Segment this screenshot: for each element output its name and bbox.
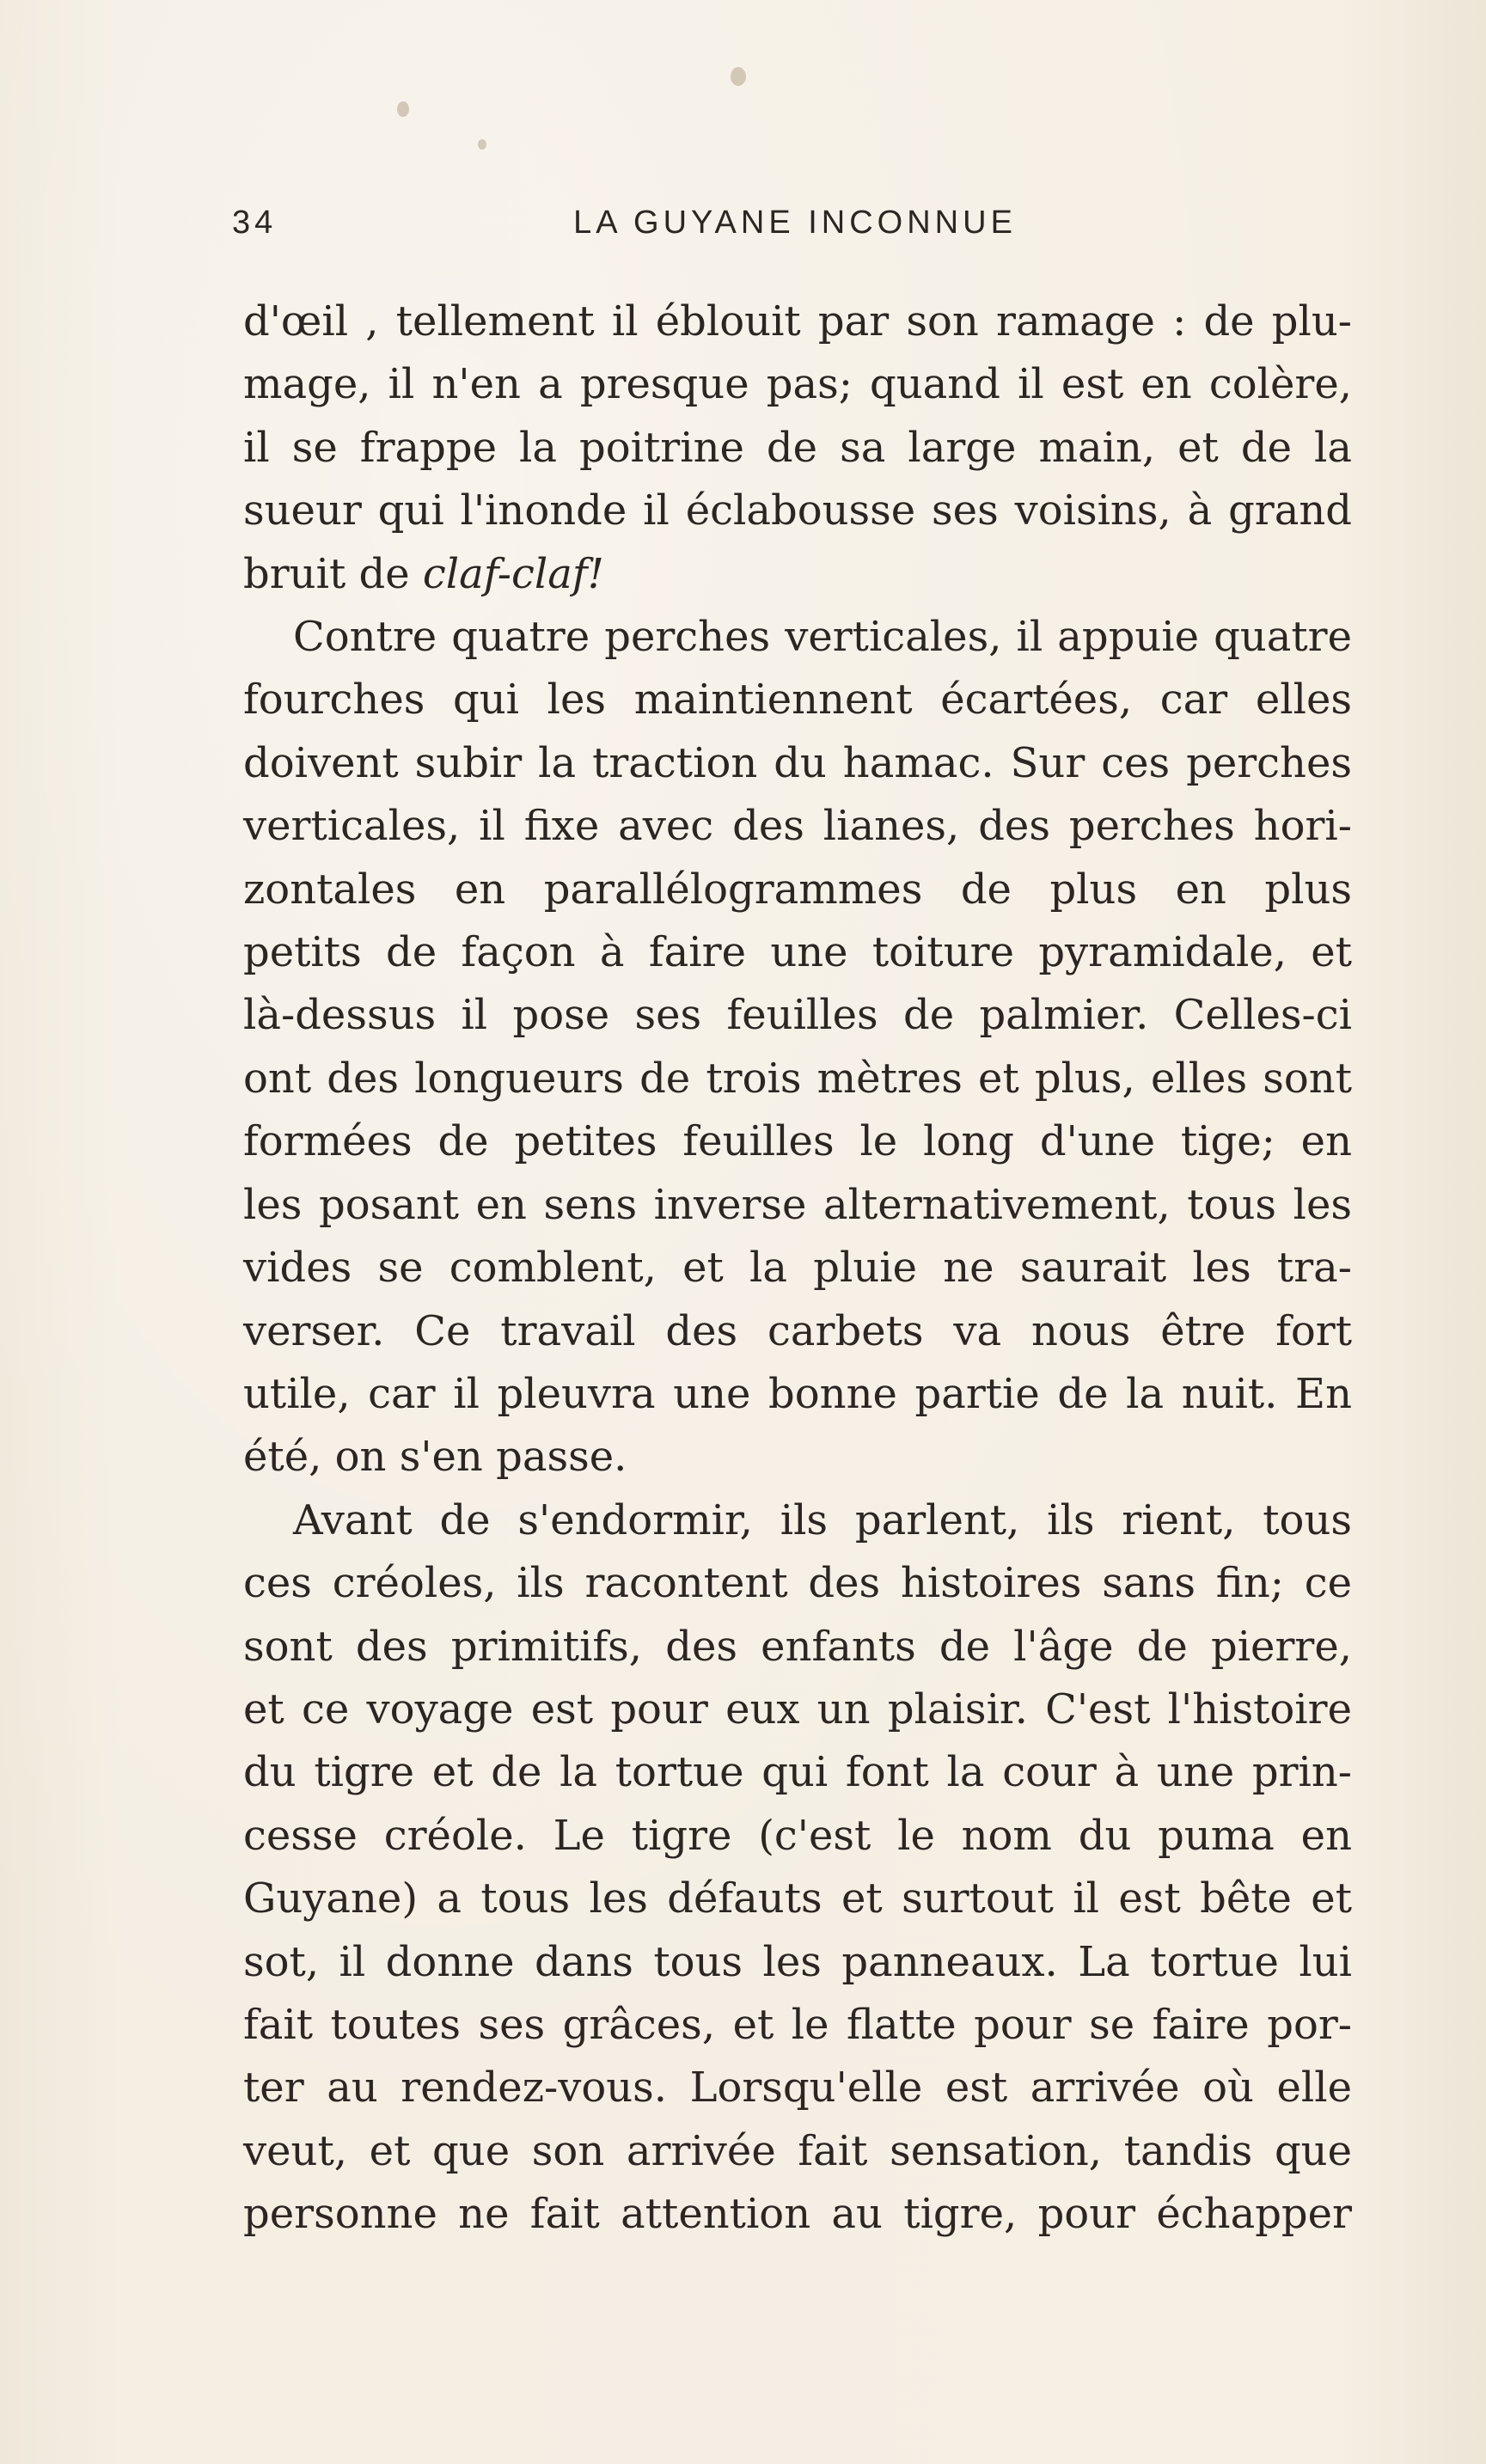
text-line: sot, il donne dans tous les panneaux. La tortue lui [243,1937,1352,1986]
text-line: verticales, il fixe avec des lianes, des perches hori- [243,802,1352,851]
text-line: personne ne fait attention au tigre, pour échapper [243,2190,1352,2239]
text-line: mage, il n'en a presque pas; quand il est en colère, [243,360,1352,409]
ink-spot [731,67,746,86]
page-number: 34 [232,205,278,241]
text-line: il se frappe la poitrine de sa large main, et de la [243,423,1352,472]
text-line: ont des longueurs de trois mètres et plus, elles sont [243,1054,1352,1103]
text-line: là-dessus il pose ses feuilles de palmier. Celles-ci [243,991,1352,1040]
text-line: petits de façon à faire une toiture pyramidale, et [243,928,1352,977]
paragraph-start-line: Contre quatre perches verticales, il appuie quatre [293,613,1352,662]
page-header [232,205,1358,248]
text-line: verser. Ce travail des carbets va nous être fort [243,1306,1352,1355]
text-line: ter au rendez-vous. Lorsqu'elle est arrivée où elle [243,2064,1352,2112]
text-line: Guyane) a tous les défauts et surtout il est bête et [243,1874,1352,1923]
text-line [243,543,1352,606]
text-line: ces créoles, ils racontent des histoires sans fin; ce [243,1559,1352,1608]
ink-spot [478,139,486,150]
text-line: d'œil , tellement il éblouit par son ramage : de plu- [243,297,1352,345]
text-line: formées de petites feuilles le long d'une tige; en [243,1117,1352,1166]
text-line: cesse créole. Le tigre (c'est le nom du puma en [243,1811,1352,1860]
text-line-prefix: bruit de [243,549,423,598]
text-line: et ce voyage est pour eux un plaisir. C'est l'histoire [243,1684,1352,1733]
text-line: utile, car il pleuvra une bonne partie de la nuit. En [243,1369,1352,1418]
paragraph-start-line: Avant de s'endormir, ils parlent, ils rient, tous [293,1495,1352,1544]
ink-spot [397,101,409,117]
text-line: sont des primitifs, des enfants de l'âge de pierre, [243,1622,1352,1671]
text-line: veut, et que son arrivée fait sensation, tandis que [243,2126,1352,2175]
running-title: LA GUYANE INCONNUE [573,205,1017,241]
text-line: zontales en parallélogrammes de plus en plus [243,865,1352,914]
text-line: été, on s'en passe. [243,1433,627,1482]
italic-onomatopoeia: claf-claf! [422,549,604,598]
text-line: vides se comblent, et la pluie ne saurait les tra- [243,1244,1352,1293]
text-line: du tigre et de la tortue qui font la cour à une prin- [243,1748,1352,1797]
text-line: doivent subir la traction du hamac. Sur ces perches [243,738,1352,787]
body-text [243,290,1352,2247]
text-line: sueur qui l'inonde il éclabousse ses voisins, à grand [243,486,1352,535]
text-line: fait toutes ses grâces, et le flatte pour se faire por- [243,2000,1352,2049]
text-line: fourches qui les maintiennent écartées, car elles [243,676,1352,725]
text-line: les posant en sens inverse alternativement, tous les [243,1180,1352,1229]
